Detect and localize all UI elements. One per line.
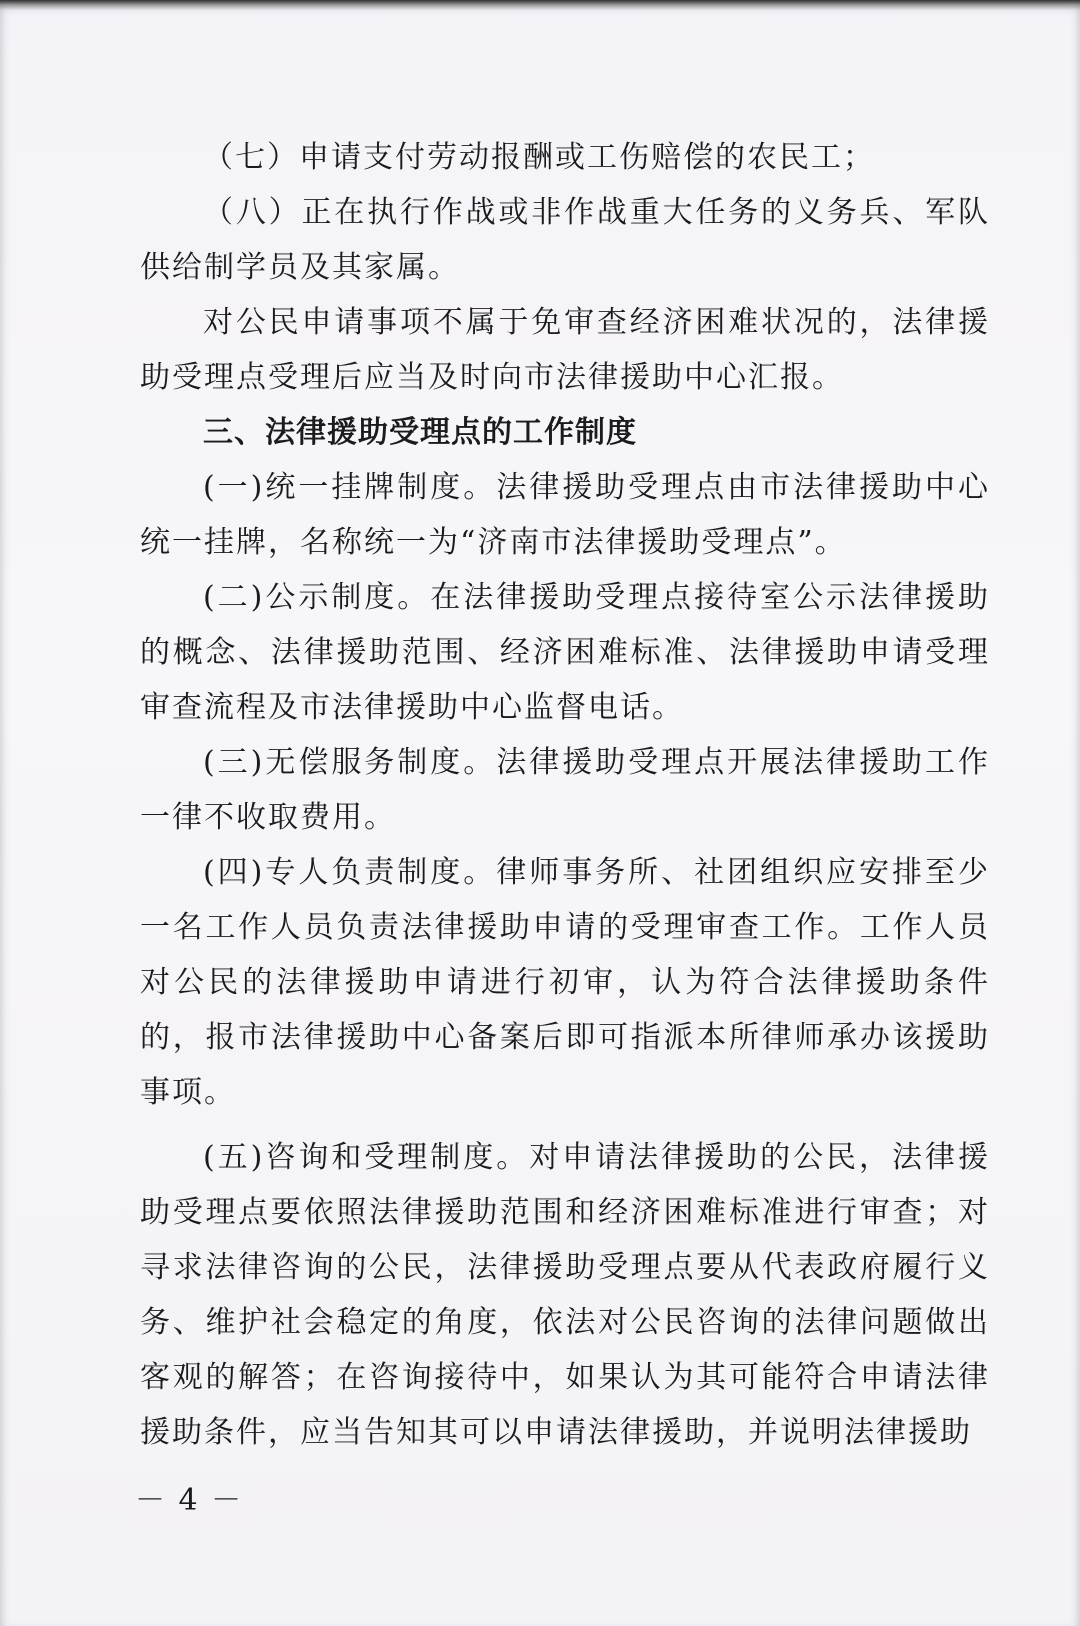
paragraph-rule-3: (三)无偿服务制度。法律援助受理点开展法律援助工作一律不收取费用。 [140,745,990,835]
section-heading: 三、法律援助受理点的工作制度 [203,415,637,450]
paragraph-rule-5: (五)咨询和受理制度。对申请法律援助的公民，法律援助受理点要依照法律援助范围和经济困难标准进行审查；对寻求法律咨询的公民，法律援助受理点要从代表政府履行义务、维护社会稳定的角度，依法对公民咨询的法律问题做出客观的解答；在咨询接待中，如果认为其可能符合申请法律援助条件，应当告知其可以申请法律援助，并说明法律援助 [140,1140,990,1450]
paragraph-rule-4: (四)专人负责制度。律师事务所、社团组织应安排至少一名工作人员负责法律援助申请的受理审查工作。工作人员对公民的法律援助申请进行初审，认为符合法律援助条件的，报市法律援助中心备案后即可指派本所律师承办该援助事项。 [140,855,990,1110]
page-top-edge-shadow [0,0,1080,10]
paragraph-report-note: 对公民申请事项不属于免审查经济困难状况的，法律援助受理点受理后应当及时向市法律援助中心汇报。 [140,305,990,395]
document-body [140,130,990,1460]
paragraph-rule-2: (二)公示制度。在法律援助受理点接待室公示法律援助的概念、法律援助范围、经济困难标准、法律援助申请受理审查流程及市法律援助中心监督电话。 [140,580,990,725]
paragraph-item-8: （八）正在执行作战或非作战重大任务的义务兵、军队供给制学员及其家属。 [140,195,990,285]
paragraph-rule-1: (一)统一挂牌制度。法律援助受理点由市法律援助中心统一挂牌，名称统一为“济南市法律援助受理点”。 [140,470,990,560]
paragraph-item-7: （七）申请支付劳动报酬或工伤赔偿的农民工； [203,140,875,175]
page-number: － 4 － [135,1483,244,1518]
